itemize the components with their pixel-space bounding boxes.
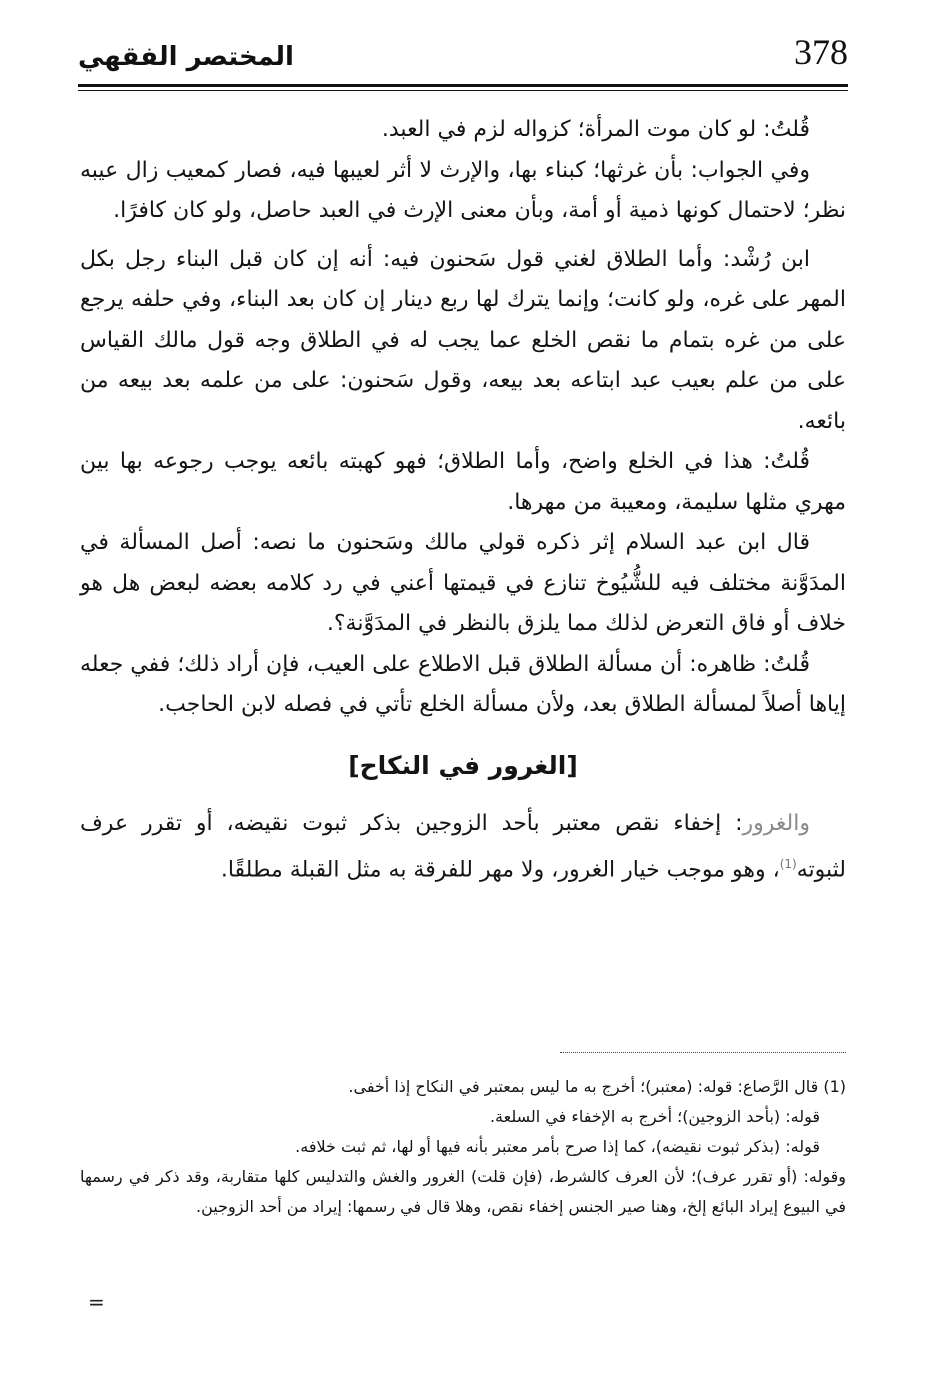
footnote-reference[interactable]: (1): [779, 857, 797, 871]
page-header: [78, 26, 848, 90]
header-rule-thin: [78, 90, 848, 91]
footnote-separator: [560, 1052, 846, 1053]
page-number: 378: [794, 32, 848, 72]
paragraph: قُلتُ: لو كان موت المرأة؛ كزواله لزم في العبد.: [381, 117, 810, 142]
main-text: [80, 110, 846, 891]
continuation-mark: =: [88, 1290, 105, 1314]
footnote-line: وقوله: (أو تقرر عرف)؛ لأن العرف كالشرط، (فإن قلت) الغرور والغش والتدليس كلها متقاربة، وقد ذكر في رسمها في البيوع إيراد البائع إلخ، وهنا صير الجنس إخفاء نقص، وهلا قال في رسمها: إيراد من أحد الزوجين.: [80, 1167, 846, 1216]
paragraph: قال ابن عبد السلام إثر ذكره قولي مالك وسَحنون ما نصه: أصل المسألة في المدَوَّنة مختلف فيه للشُّيُوخ تنازع في قيمتها أعني في رد كلامه بعضه لبعض هل هو خلاف أو فاق التعرض لذلك مما يلزق بالنظر في المدَوَّنة؟.: [80, 530, 846, 636]
footnote-line: (1) قال الرَّصاع: قوله: (معتبر)؛ أخرج به ما ليس بمعتبر في النكاح إذا أخفى.: [348, 1077, 846, 1096]
definition-paragraph: [80, 804, 846, 891]
definition-text: : إخفاء نقص معتبر بأحد الزوجين بذكر ثبوت نقيضه، أو تقرر عرف لثبوته: [80, 810, 846, 883]
paragraph: قُلتُ: ظاهره: أن مسألة الطلاق قبل الاطلاع على العيب، فإن أراد ذلك؛ ففي جعله إياها أصلاً لمسألة الطلاق بعد، ولأن مسألة الخلع تأتي في فصله لابن الحاجب.: [80, 651, 846, 717]
paragraph: قُلتُ: هذا في الخلع واضح، وأما الطلاق؛ فهو كهبته بائعه يوجب رجوعه بها بين مهري مثلها سليمة، ومعيبة من مهرها.: [80, 449, 846, 515]
paragraph: وفي الجواب: بأن غرثها؛ كبناء بها، والإرث لا أثر لعيبها فيه، فصار كمعيب زال عيبه نظر؛ لاحتمال كونها ذمية أو أمة، وبأن معنى الإرث في العبد حاصل، ولو كان كافرًا.: [80, 157, 846, 223]
footnote-line: قوله: (بأحد الزوجين)؛ أخرج به الإخفاء في السلعة.: [489, 1107, 820, 1126]
definition-text-continued: ، وهو موجب خيار الغرور، ولا مهر للفرقة به مثل القبلة مطلقًا.: [220, 857, 780, 883]
section-heading: [الغرور في النكاح]: [348, 750, 578, 780]
footnotes: [80, 1072, 846, 1222]
book-title: المختصر الفقهي: [78, 42, 294, 72]
defined-term: والغرور: [742, 810, 810, 836]
paragraph: ابن رُشْد: وأما الطلاق لغني قول سَحنون فيه: أنه إن كان قبل البناء رجل بكل المهر على غره، ولو كانت؛ وإنما يترك لها ربع دينار إن كان بعد البناء، وفي حلفه يرجع على من غره بتمام ما نقص الخلع عما يجب له في الطلاق وجه قول مالك القياس على من علم بعيب عبد ابتاعه بعد بيعه، وقول سَحنون: على من علمه بعد بيعه من بائعه.: [80, 246, 846, 434]
footnote-line: قوله: (بذكر ثبوت نقيضه)، كما إذا صرح بأمر معتبر بأنه فيها أو لها، ثم ثبت خلافه.: [295, 1137, 820, 1156]
header-rule: [78, 84, 848, 87]
